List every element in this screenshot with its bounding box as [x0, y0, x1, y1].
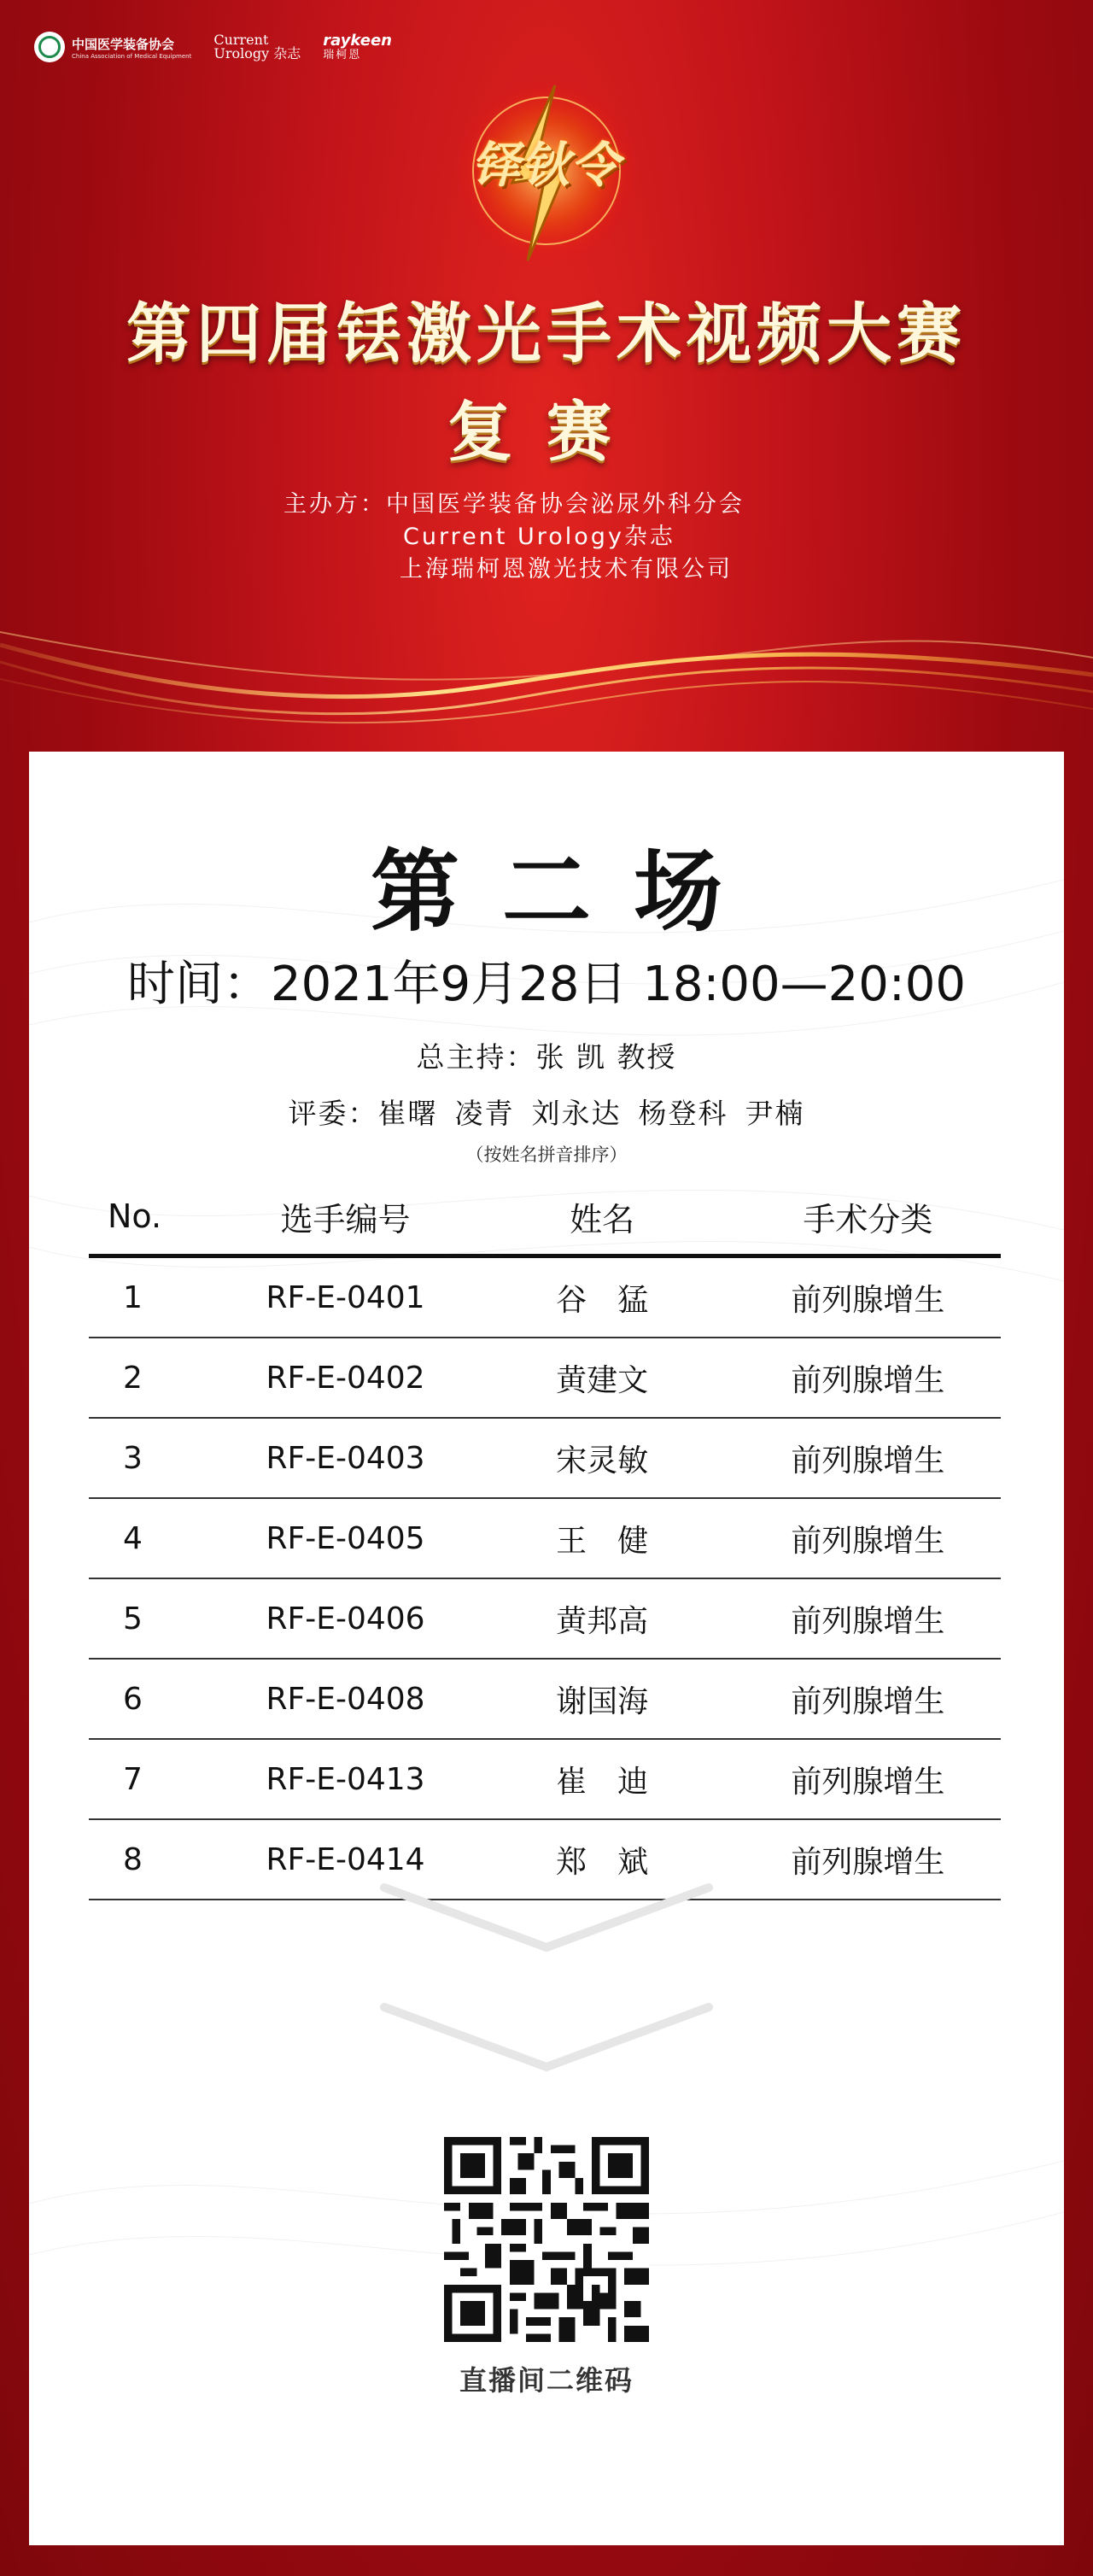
judges-label: 评委： — [288, 1097, 378, 1130]
host-line — [0, 1035, 1093, 1075]
table-row — [89, 1739, 1001, 1819]
logo-bar — [34, 26, 392, 68]
light-wave-decoration — [0, 598, 1093, 752]
cell-name: 郑 斌 — [470, 1819, 735, 1900]
judges-note: （按姓名拼音排序） — [465, 1145, 628, 1165]
cell-id: RF-E-0403 — [222, 1418, 470, 1498]
cmae-english-name: China Association of Medical Equipment — [72, 52, 192, 60]
host-label: 总主持： — [416, 1040, 536, 1074]
cell-name: 谢国海 — [470, 1659, 735, 1739]
table-row — [89, 1578, 1001, 1659]
qr-label: 直播间二维码 — [459, 2364, 634, 2397]
cell-no: 5 — [89, 1578, 222, 1659]
current-urology-logo — [213, 33, 301, 61]
cell-category: 前列腺增生 — [735, 1578, 1001, 1659]
table-row — [89, 1418, 1001, 1498]
cmae-name: 中国医学装备协会 — [72, 36, 175, 52]
cell-name: 崔 迪 — [470, 1739, 735, 1819]
cell-name: 黄邦高 — [470, 1578, 735, 1659]
judge-name: 刘永达 — [531, 1097, 622, 1130]
cell-name: 谷 猛 — [470, 1256, 735, 1338]
judge-name: 崔曙 — [377, 1097, 438, 1130]
table-row — [89, 1338, 1001, 1418]
header-name: 姓名 — [470, 1179, 735, 1256]
organizer-1: 中国医学装备协会泌尿外科分会 — [386, 491, 745, 518]
organizer-label: 主办方： — [283, 491, 386, 518]
session-time: 时间：2021年9月28日 18:00—20:00 — [127, 957, 966, 1012]
host-name: 张 凯 教授 — [535, 1040, 677, 1074]
cmae-emblem-icon — [34, 32, 65, 62]
cell-name: 宋灵敏 — [470, 1418, 735, 1498]
emblem-text: 铎钬令 — [472, 138, 621, 194]
cell-category: 前列腺增生 — [735, 1498, 1001, 1578]
cell-no: 4 — [89, 1498, 222, 1578]
cell-category: 前列腺增生 — [735, 1659, 1001, 1739]
cmae-logo — [34, 32, 191, 62]
chevron-down-icon — [376, 1879, 717, 1956]
qr-code-icon — [444, 2137, 649, 2342]
session-title: 第二场 — [370, 840, 765, 944]
table-row — [89, 1659, 1001, 1739]
cell-no: 8 — [89, 1819, 222, 1900]
cell-category: 前列腺增生 — [735, 1739, 1001, 1819]
raykeen-line1: raykeen — [323, 31, 392, 50]
header-id: 选手编号 — [222, 1179, 470, 1256]
judge-name: 凌青 — [454, 1097, 515, 1130]
judge-name: 尹楠 — [745, 1097, 805, 1130]
cell-category: 前列腺增生 — [735, 1256, 1001, 1338]
table-row — [89, 1256, 1001, 1338]
cell-id: RF-E-0414 — [222, 1819, 470, 1900]
cell-id: RF-E-0402 — [222, 1338, 470, 1418]
cell-category: 前列腺增生 — [735, 1819, 1001, 1900]
organizer-3: 上海瑞柯恩激光技术有限公司 — [400, 556, 733, 583]
event-title: 第四届铥激光手术视频大赛 — [126, 296, 967, 372]
cell-id: RF-E-0405 — [222, 1498, 470, 1578]
contestant-table — [89, 1179, 1001, 1900]
cell-id: RF-E-0401 — [222, 1256, 470, 1338]
current-urology-line1: Current — [213, 32, 269, 48]
cell-no: 6 — [89, 1659, 222, 1739]
cell-id: RF-E-0408 — [222, 1659, 470, 1739]
header-no: No. — [89, 1179, 222, 1256]
raykeen-logo — [323, 33, 392, 61]
cell-no: 7 — [89, 1739, 222, 1819]
judge-name: 杨登科 — [638, 1097, 728, 1130]
cell-no: 3 — [89, 1418, 222, 1498]
cell-name: 王 健 — [470, 1498, 735, 1578]
current-urology-line2: Urology 杂志 — [213, 45, 301, 61]
raykeen-line2: 瑞柯恩 — [323, 48, 362, 61]
emblem — [427, 77, 666, 273]
cell-no: 2 — [89, 1338, 222, 1418]
cell-no: 1 — [89, 1256, 222, 1338]
cell-id: RF-E-0413 — [222, 1739, 470, 1819]
cell-category: 前列腺增生 — [735, 1338, 1001, 1418]
cell-id: RF-E-0406 — [222, 1578, 470, 1659]
event-subtitle: 复赛 — [447, 394, 646, 470]
judges-line — [0, 1092, 1093, 1132]
cell-name: 黄建文 — [470, 1338, 735, 1418]
cell-category: 前列腺增生 — [735, 1418, 1001, 1498]
table-header-row — [89, 1179, 1001, 1256]
organizer-2: Current Urology杂志 — [403, 524, 675, 550]
table-row — [89, 1498, 1001, 1578]
header-category: 手术分类 — [735, 1179, 1001, 1256]
chevron-down-icon — [376, 1999, 717, 2075]
